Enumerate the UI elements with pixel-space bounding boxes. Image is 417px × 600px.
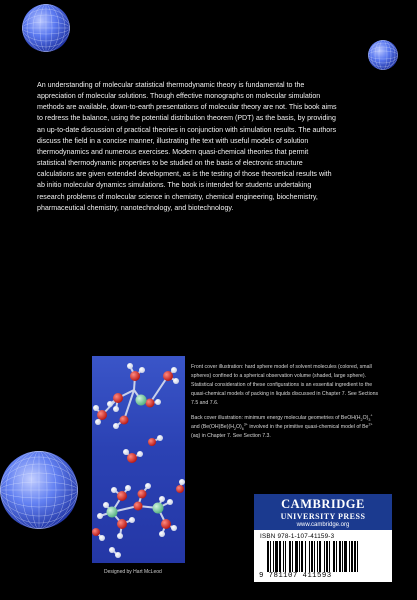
publisher-website: www.cambridge.org [296,522,350,528]
barcode-bar [299,541,300,572]
designer-credit: Designed by Hart McLeod [104,569,162,575]
molecule-drawing [92,356,185,563]
barcode-bar [305,541,306,572]
front-cover-caption: Front cover illustration: hard sphere model of solvent molecules (colored, small spheres) confined to a spherical observation volume (shaded, large sphere). Statistical consideration of these configurations is an essential ingredient to the quasi-chemical models of packing in liquids discussed in Chapter 7. See Sections 7.5 and 7.6. [191,364,379,407]
barcode-bar [279,541,281,572]
barcode-bar [357,541,358,572]
barcode-bar [309,541,310,572]
sphere-graphic [22,4,70,52]
barcode-bar [333,541,335,572]
barcode-bar [339,541,341,572]
wireframe-sphere-top-left [22,4,70,52]
barcode-graphic [267,541,379,572]
publisher-name-line1: CAMBRIDGE [281,497,365,511]
barcode-number: 9 781107 411593 [259,572,332,580]
wireframe-sphere-bottom-left [0,451,78,529]
sphere-graphic [0,451,78,529]
barcode-bar [267,541,269,572]
barcode-bar [283,541,284,572]
barcode-bar [270,541,271,572]
isbn-label: ISBN 978-1-107-41159-3 [260,533,335,540]
barcode-bar [344,541,347,572]
barcode-bar [329,541,330,572]
barcode-bar [289,541,291,572]
barcode-bar [326,541,328,572]
barcode-bar [301,541,303,572]
barcode-bar [349,541,350,572]
back-cover-caption: Back cover illustration: minimum energy molecular geometries of $BeOH(H_2O)_3^+$ and $(Be(OH)Be)(H_2O)_6^{3+}$ involved in the primitive quasi-chemical model of $Be^{2+}(aq)$ in Chapter 7. See Section 7.3. [191,413,373,440]
barcode-bar [336,541,337,572]
wireframe-sphere-top-right [368,40,398,70]
barcode-bar [351,541,353,572]
barcode-bar [319,541,321,572]
barcode-bar [354,541,356,572]
barcode-bar [342,541,343,572]
barcode-bar [273,541,274,572]
barcode-bar [275,541,278,572]
barcode-bar [311,541,313,572]
barcode-bar [317,541,318,572]
publisher-logo-block [254,494,392,530]
barcode-bar [292,541,293,572]
molecular-geometry-illustration [92,356,185,563]
sphere-graphic [368,40,398,70]
publisher-name-line2: UNIVERSITY PRESS [280,512,366,521]
barcode-bar [295,541,298,572]
barcode-bar [285,541,286,572]
barcode-bar [314,541,315,572]
book-description: An understanding of molecular statistical thermodynamic theory is fundamental to the appreciation of molecular solutions. Though effective monographs on molecular simulation methods are available, down-to-earth presentations of molecular theory are not. This book aims to redress the balance, using the potential distribution theorem (PDT) as the basis, by providing an up-to-date discussion of practical theories in conjunction with simulation results. The authors discuss the field in a concise manner, illustrating the text with useful models of solution thermodynamics and numerous exercises. Modern quasi-chemical theories that permit statistical thermodynamic properties to be studied on the basis of electronic structure calculations are given extended development, as is the testing of those theoretical results with ab initio molecular dynamics simulations. The book is intended for students undertaking research problems of molecular science in chemistry, chemical engineering, biochemistry, pharmaceutical chemistry, nanotechnology, and biotechnology. [37,81,337,212]
barcode-panel [254,530,392,582]
barcode-bar [324,541,325,572]
